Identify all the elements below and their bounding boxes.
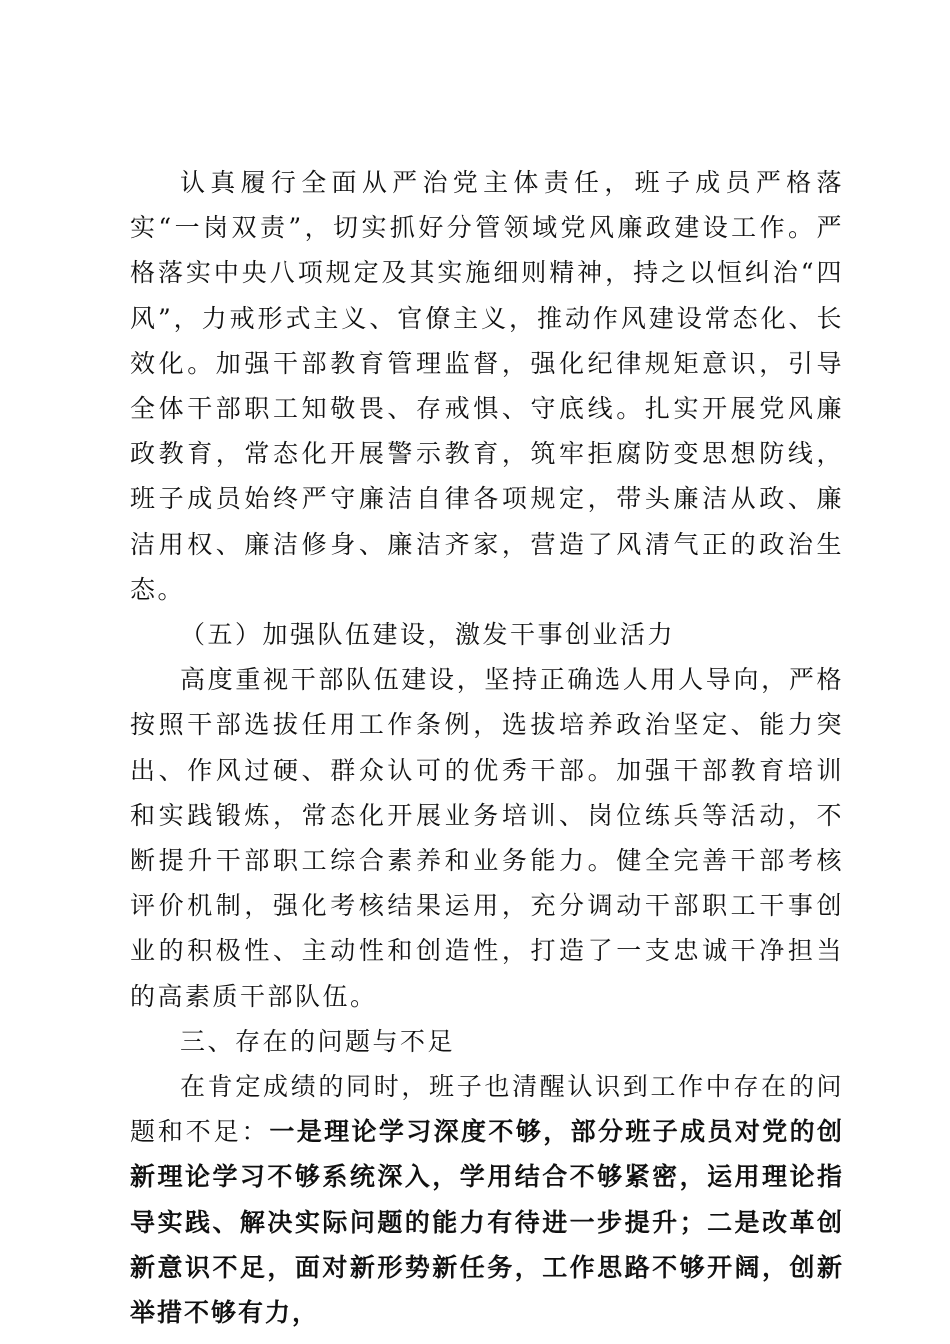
paragraph-team-building: 高度重视干部队伍建设，坚持正确选人用人导向，严格按照干部选拔任用工作条例，选拔培养政治坚定、能力突出、作风过硬、群众认可的优秀干部。加强干部教育培训和实践锻炼，常态化开展业务培训、岗位练兵等活动，不断提升干部职工综合素养和业务能力。健全完善干部考核评价机制，强化考核结果运用，充分调动干部职工干事创业的积极性、主动性和创造性，打造了一支忠诚干净担当的高素质干部队伍。	[130, 665, 844, 1011]
section-heading-problems: 三、存在的问题与不足	[180, 1026, 456, 1056]
paragraph-problems-lead: 在肯定成绩的同时，班子也清醒认识到工作中存在的问题和不足：	[130, 1072, 844, 1147]
section-heading-team-building: （五）加强队伍建设，激发干事创业活力	[180, 620, 676, 650]
paragraph-problems	[130, 1064, 844, 1335]
document-body	[130, 160, 844, 1335]
paragraph-party-conduct: 认真履行全面从严治党主体责任，班子成员严格落实“一岗双责”，切实抓好分管领域党风廉政建设工作。严格落实中央八项规定及其实施细则精神，持之以恒纠治“四风”，力戒形式主义、官僚主义，推动作风建设常态化、长效化。加强干部教育管理监督，强化纪律规矩意识，引导全体干部职工知敬畏、存戒惧、守底线。扎实开展党风廉政教育，常态化开展警示教育，筑牢拒腐防变思想防线，班子成员始终严守廉洁自律各项规定，带头廉洁从政、廉洁用权、廉洁修身、廉洁齐家，营造了风清气正的政治生态。	[130, 168, 844, 604]
paragraph-problems-bold: 一是理论学习深度不够，部分班子成员对党的创新理论学习不够系统深入，学用结合不够紧密，运用理论指导实践、解决实际问题的能力有待进一步提升；二是改革创新意识不足，面对新形势新任务，工作思路不够开阔，创新举措不够有力，	[130, 1117, 844, 1328]
